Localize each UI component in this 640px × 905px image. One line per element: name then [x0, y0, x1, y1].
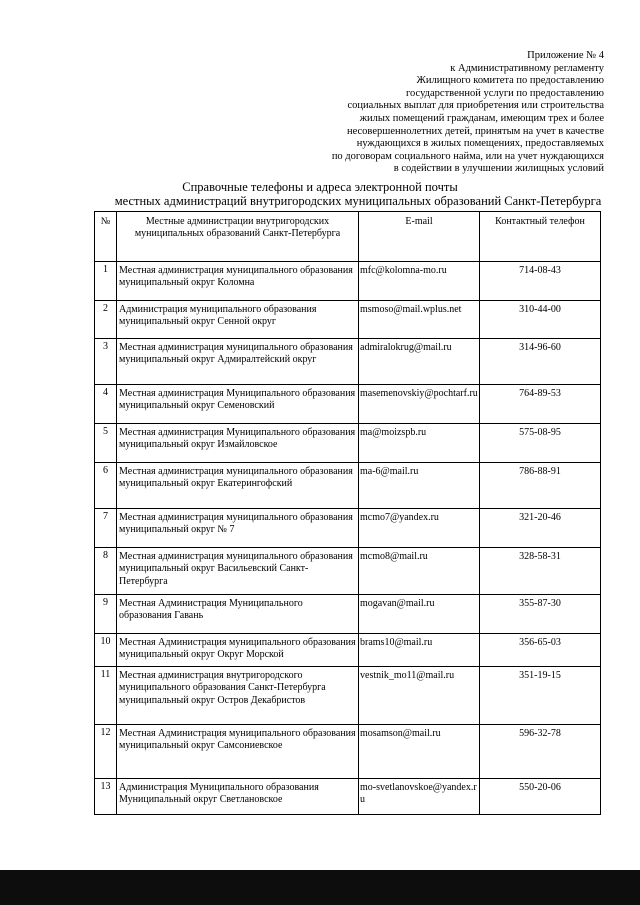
table-row: [95, 667, 601, 725]
row-email: admiralokrug@mail.ru: [359, 339, 480, 385]
row-name: Администрация Муниципального образования Муниципальный округ Светлановское: [117, 779, 359, 815]
row-email: masemenovskiy@pochtarf.ru: [359, 385, 480, 424]
appendix-note: [284, 50, 604, 176]
appendix-line: к Административному регламенту: [450, 62, 604, 74]
table-row: [95, 463, 601, 509]
appendix-line: жилых помещений гражданам, имеющим трех и более: [359, 112, 604, 124]
table-row: [95, 548, 601, 595]
table-row: [95, 725, 601, 779]
appendix-line: несовершеннолетних детей, принятым на учет в качестве: [346, 125, 604, 137]
row-email: mo-svetlanovskoe@yandex.ru: [359, 779, 480, 815]
row-phone: 314-96-60: [480, 339, 601, 385]
table-header-row: [95, 212, 601, 262]
title-line-2: местных администраций внутригородских муниципальных образований Санкт-Петербурга: [114, 194, 602, 208]
header-num: №: [95, 212, 117, 262]
row-name: Местная администрация муниципального образования муниципальный округ Адмиралтейский округ: [117, 339, 359, 385]
row-email: mfc@kolomna-mo.ru: [359, 262, 480, 301]
row-name: Местная администрация Муниципального образования муниципальный округ Измайловское: [117, 424, 359, 463]
row-phone: 764-89-53: [480, 385, 601, 424]
row-phone: 356-65-03: [480, 634, 601, 667]
row-name: Местная администрация муниципального образования муниципальный округ Коломна: [117, 262, 359, 301]
row-phone: 328-58-31: [480, 548, 601, 595]
table-row: [95, 424, 601, 463]
table-row: [95, 339, 601, 385]
row-name: Местная Администрация муниципального образования муниципальный округ Округ Морской: [117, 634, 359, 667]
row-num: 12: [95, 725, 117, 779]
row-phone: 575-08-95: [480, 424, 601, 463]
row-name: Местная администрация внутригородского муниципального образования Санкт-Петербурга муниципальный округ Остров Декабристов: [117, 667, 359, 725]
row-phone: 321-20-46: [480, 509, 601, 548]
row-email: brams10@mail.ru: [359, 634, 480, 667]
row-email: mcmo8@mail.ru: [359, 548, 480, 595]
row-phone: 714-08-43: [480, 262, 601, 301]
appendix-line: нуждающихся в жилых помещениях, предоставляемых: [356, 138, 604, 150]
row-num: 11: [95, 667, 117, 725]
row-num: 5: [95, 424, 117, 463]
appendix-line: в содействии в улучшении жилищных условий: [393, 163, 604, 175]
row-email: ma-6@mail.ru: [359, 463, 480, 509]
row-email: mogavan@mail.ru: [359, 595, 480, 634]
table-row: [95, 509, 601, 548]
contacts-table: [94, 211, 601, 815]
table-row: [95, 634, 601, 667]
row-name: Местная администрация муниципального образования муниципальный округ № 7: [117, 509, 359, 548]
row-num: 7: [95, 509, 117, 548]
row-num: 13: [95, 779, 117, 815]
appendix-line: по договорам социального найма, или на учет нуждающихся: [331, 150, 604, 162]
row-name: Местная администрация муниципального образования муниципальный округ Екатерингофский: [117, 463, 359, 509]
appendix-line: государственной услуги по предоставлению: [406, 87, 604, 99]
appendix-line: Приложение № 4: [527, 50, 604, 61]
appendix-line: Жилищного комитета по предоставлению: [416, 75, 604, 87]
header-email: E-mail: [359, 212, 480, 262]
row-email: vestnik_mo11@mail.ru: [359, 667, 480, 725]
header-name: Местные администрации внутригородских муниципальных образований Санкт-Петербурга: [117, 212, 359, 262]
row-phone: 351-19-15: [480, 667, 601, 725]
header-phone: Контактный телефон: [480, 212, 601, 262]
row-phone: 550-20-06: [480, 779, 601, 815]
row-num: 8: [95, 548, 117, 595]
table-row: [95, 385, 601, 424]
row-email: mosamson@mail.ru: [359, 725, 480, 779]
row-name: Местная Администрация муниципального образования муниципальный округ Самсониевское: [117, 725, 359, 779]
row-phone: 596-32-78: [480, 725, 601, 779]
row-num: 10: [95, 634, 117, 667]
title-line-1: Справочные телефоны и адреса электронной почты: [182, 180, 458, 194]
row-num: 9: [95, 595, 117, 634]
scan-bottom-edge: [0, 870, 640, 905]
row-phone: 310-44-00: [480, 301, 601, 339]
row-name: Местная администрация Муниципального образования муниципальный округ Семеновский: [117, 385, 359, 424]
row-email: ma@moizspb.ru: [359, 424, 480, 463]
row-email: msmoso@mail.wplus.net: [359, 301, 480, 339]
table-row: [95, 595, 601, 634]
row-num: 3: [95, 339, 117, 385]
row-name: Местная Администрация Муниципального образования Гавань: [117, 595, 359, 634]
row-num: 1: [95, 262, 117, 301]
row-email: mcmo7@yandex.ru: [359, 509, 480, 548]
row-num: 6: [95, 463, 117, 509]
row-num: 4: [95, 385, 117, 424]
table-row: [95, 779, 601, 815]
table-row: [95, 301, 601, 339]
row-name: Местная администрация муниципального образования муниципальный округ Васильевский Санкт-Петербурга: [117, 548, 359, 595]
row-phone: 786-88-91: [480, 463, 601, 509]
row-name: Администрация муниципального образования муниципальный округ Сенной округ: [117, 301, 359, 339]
row-num: 2: [95, 301, 117, 339]
row-phone: 355-87-30: [480, 595, 601, 634]
document-title: [0, 180, 640, 208]
appendix-line: социальных выплат для приобретения или строительства: [347, 100, 604, 112]
table-row: [95, 262, 601, 301]
